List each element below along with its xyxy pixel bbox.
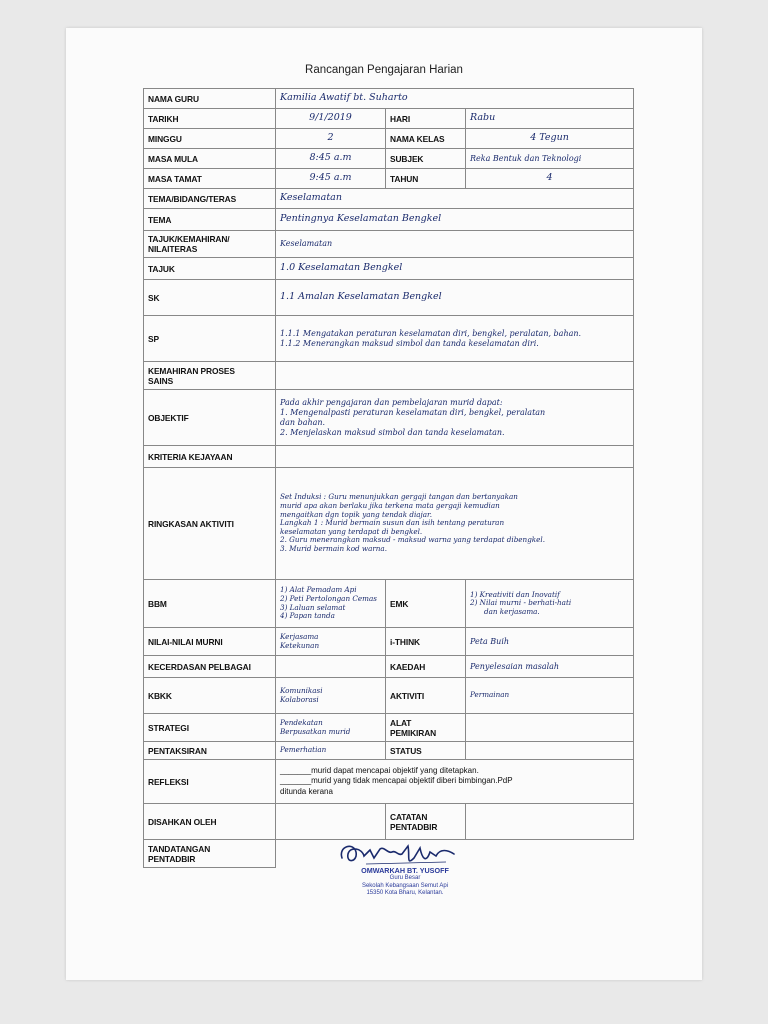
value-aktiviti: Permainan bbox=[466, 678, 634, 714]
label-sk: SK bbox=[144, 280, 276, 316]
value-tajuk: 1.0 Keselamatan Bengkel bbox=[276, 258, 634, 280]
value-masa-mula: 8:45 a.m bbox=[276, 149, 386, 169]
signature-mark bbox=[336, 836, 466, 870]
kbkk-line-2: Kolaborasi bbox=[280, 694, 319, 704]
stamp-line-3: 15350 Kota Bharu, Kelantan. bbox=[366, 890, 444, 896]
value-status bbox=[466, 742, 634, 760]
bbm-line-2: 2) Peti Pertolongan Cemas bbox=[280, 593, 377, 603]
value-disahkan-oleh bbox=[276, 804, 386, 840]
refleksi-line-2: _______murid yang tidak mencapai objektif diberi bimbingan.PdP bbox=[280, 776, 513, 786]
value-kecerdasan-pelbagai bbox=[276, 656, 386, 678]
objektif-line-3: dan bahan. bbox=[280, 417, 326, 427]
label-catatan-pentadbir bbox=[386, 804, 466, 840]
value-kriteria-kejayaan bbox=[276, 446, 634, 468]
nilai-line-1: Kerjasama bbox=[280, 631, 319, 641]
stamp-line-2: Sekolah Kebangsaan Semut Api bbox=[361, 882, 449, 889]
label-kemahiran-line1: KEMAHIRAN PROSES bbox=[148, 365, 235, 376]
label-ringkasan-aktiviti: RINGKASAN AKTIVITI bbox=[144, 468, 276, 580]
ringkasan-line-3: mengaitkan dgn topik yang tendak diajar. bbox=[280, 509, 432, 519]
label-alat-line2: PEMIKIRAN bbox=[390, 727, 437, 738]
label-nama-guru: NAMA GURU bbox=[144, 89, 276, 109]
refleksi-line-3: ditunda kerana bbox=[280, 786, 333, 796]
label-tandatangan-pentadbir bbox=[144, 840, 276, 868]
value-kaedah: Penyelesaian masalah bbox=[466, 656, 634, 678]
ringkasan-line-4: Langkah 1 : Murid bermain susun dan isih tentang peraturan bbox=[280, 518, 505, 528]
school-stamp bbox=[330, 866, 480, 898]
value-refleksi bbox=[276, 760, 634, 804]
lesson-plan-form bbox=[143, 88, 634, 868]
label-status: STATUS bbox=[386, 742, 466, 760]
label-refleksi: REFLEKSI bbox=[144, 760, 276, 804]
objektif-line-2: 1. Mengenalpasti peraturan keselamatan diri, bengkel, peralatan bbox=[280, 407, 546, 417]
ringkasan-line-2: murid apa akan berlaku jika terkena mata gergaji kemudian bbox=[280, 500, 500, 510]
nilai-line-2: Ketekunan bbox=[280, 640, 320, 650]
label-tandatangan-line2: PENTADBIR bbox=[148, 853, 196, 864]
value-emk bbox=[466, 580, 634, 628]
stamp-name: OMWARKAH BT. YUSOFF bbox=[361, 866, 449, 875]
bbm-line-4: 4) Papan tanda bbox=[280, 611, 335, 621]
label-bbm: BBM bbox=[144, 580, 276, 628]
value-nama-kelas: 4 Tegun bbox=[466, 129, 634, 149]
label-tema: TEMA bbox=[144, 209, 276, 231]
sp-line-1: 1.1.1 Mengatakan peraturan keselamatan diri, bengkel, peralatan, bahan. bbox=[280, 328, 582, 338]
bbm-line-1: 1) Alat Pemadam Api bbox=[280, 585, 357, 595]
sp-line-2: 1.1.2 Menerangkan maksud simbol dan tanda keselamatan diri. bbox=[280, 338, 539, 348]
label-pentaksiran: PENTAKSIRAN bbox=[144, 742, 276, 760]
value-pentaksiran: Pemerhatian bbox=[276, 742, 386, 760]
label-catatan-line1: CATATAN bbox=[390, 811, 428, 822]
value-catatan-pentadbir bbox=[466, 804, 634, 840]
label-alat-line1: ALAT bbox=[390, 717, 412, 728]
ringkasan-line-7: 3. Murid bermain kod warna. bbox=[280, 544, 387, 554]
label-aktiviti: AKTIVITI bbox=[386, 678, 466, 714]
value-nama-guru: Kamilia Awatif bt. Suharto bbox=[276, 89, 634, 109]
value-tema-bidang: Keselamatan bbox=[276, 189, 634, 209]
strategi-line-2: Berpusatkan murid bbox=[280, 726, 351, 736]
label-kriteria-kejayaan: KRITERIA KEJAYAAN bbox=[144, 446, 276, 468]
refleksi-line-1: _______murid dapat mencapai objektif yang ditetapkan. bbox=[280, 765, 479, 775]
value-kbkk bbox=[276, 678, 386, 714]
value-tahun: 4 bbox=[466, 169, 634, 189]
label-tajuk-kemahiran-line1: TAJUK/KEMAHIRAN/ bbox=[148, 234, 230, 244]
label-tajuk: TAJUK bbox=[144, 258, 276, 280]
label-strategi: STRATEGI bbox=[144, 714, 276, 742]
label-minggu: MINGGU bbox=[144, 129, 276, 149]
value-tema: Pentingnya Keselamatan Bengkel bbox=[276, 209, 634, 231]
label-ithink: i-THINK bbox=[386, 628, 466, 656]
strategi-line-1: Pendekatan bbox=[280, 717, 323, 727]
label-tandatangan-line1: TANDATANGAN bbox=[148, 843, 211, 854]
label-tema-bidang: TEMA/BIDANG/TERAS bbox=[144, 189, 276, 209]
value-minggu: 2 bbox=[276, 129, 386, 149]
bbm-line-3: 3) Laluan selamat bbox=[280, 602, 346, 612]
ringkasan-line-1: Set Induksi : Guru menunjukkan gergaji tangan dan bertanyakan bbox=[280, 492, 518, 502]
kbkk-line-1: Komunikasi bbox=[280, 685, 323, 695]
value-tajuk-kemahiran: Keselamatan bbox=[276, 231, 634, 258]
value-ringkasan-aktiviti bbox=[276, 468, 634, 580]
label-masa-tamat: MASA TAMAT bbox=[144, 169, 276, 189]
label-kaedah: KAEDAH bbox=[386, 656, 466, 678]
value-hari: Rabu bbox=[466, 109, 634, 129]
label-tajuk-kemahiran bbox=[144, 231, 276, 258]
value-objektif bbox=[276, 390, 634, 446]
value-subjek: Reka Bentuk dan Teknologi bbox=[466, 149, 634, 169]
label-kemahiran-line2: SAINS bbox=[148, 375, 174, 386]
label-nilai-murni: NILAI-NILAI MURNI bbox=[144, 628, 276, 656]
label-masa-mula: MASA MULA bbox=[144, 149, 276, 169]
objektif-line-4: 2. Menjelaskan maksud simbol dan tanda keselamatan. bbox=[280, 427, 505, 437]
label-tajuk-kemahiran-line2: NILAITERAS bbox=[148, 244, 198, 254]
label-tahun: TAHUN bbox=[386, 169, 466, 189]
document-title: Rancangan Pengajaran Harian bbox=[305, 64, 463, 76]
value-masa-tamat: 9:45 a.m bbox=[276, 169, 386, 189]
ringkasan-line-5: keselamatan yang terdapat di bengkel. bbox=[280, 526, 423, 536]
label-subjek: SUBJEK bbox=[386, 149, 466, 169]
label-hari: HARI bbox=[386, 109, 466, 129]
value-ithink: Peta Buih bbox=[466, 628, 634, 656]
emk-line-2: 2) Nilai murni - berhati-hati bbox=[470, 598, 572, 608]
label-disahkan-oleh: DISAHKAN OLEH bbox=[144, 804, 276, 840]
ringkasan-line-6: 2. Guru menerangkan maksud - maksud warna yang terdapat dibengkel. bbox=[280, 535, 545, 545]
label-kecerdasan-pelbagai: KECERDASAN PELBAGAI bbox=[144, 656, 276, 678]
stamp-line-1: Guru Besar bbox=[389, 875, 421, 881]
label-emk: EMK bbox=[386, 580, 466, 628]
value-alat-pemikiran bbox=[466, 714, 634, 742]
label-catatan-line2: PENTADBIR bbox=[390, 821, 438, 832]
value-nilai-murni bbox=[276, 628, 386, 656]
value-sk: 1.1 Amalan Keselamatan Bengkel bbox=[276, 280, 634, 316]
value-tarikh: 9/1/2019 bbox=[276, 109, 386, 129]
label-tarikh: TARIKH bbox=[144, 109, 276, 129]
label-kemahiran-proses-sains bbox=[144, 362, 276, 390]
label-nama-kelas: NAMA KELAS bbox=[386, 129, 466, 149]
value-kemahiran-proses-sains bbox=[276, 362, 634, 390]
label-objektif: OBJEKTIF bbox=[144, 390, 276, 446]
emk-line-3: dan kerjasama. bbox=[484, 606, 540, 616]
value-bbm bbox=[276, 580, 386, 628]
label-sp: SP bbox=[144, 316, 276, 362]
label-alat-pemikiran bbox=[386, 714, 466, 742]
value-sp bbox=[276, 316, 634, 362]
label-kbkk: KBKK bbox=[144, 678, 276, 714]
value-strategi bbox=[276, 714, 386, 742]
emk-line-1: 1) Kreativiti dan Inovatif bbox=[470, 589, 560, 599]
objektif-line-1: Pada akhir pengajaran dan pembelajaran murid dapat: bbox=[280, 397, 503, 407]
